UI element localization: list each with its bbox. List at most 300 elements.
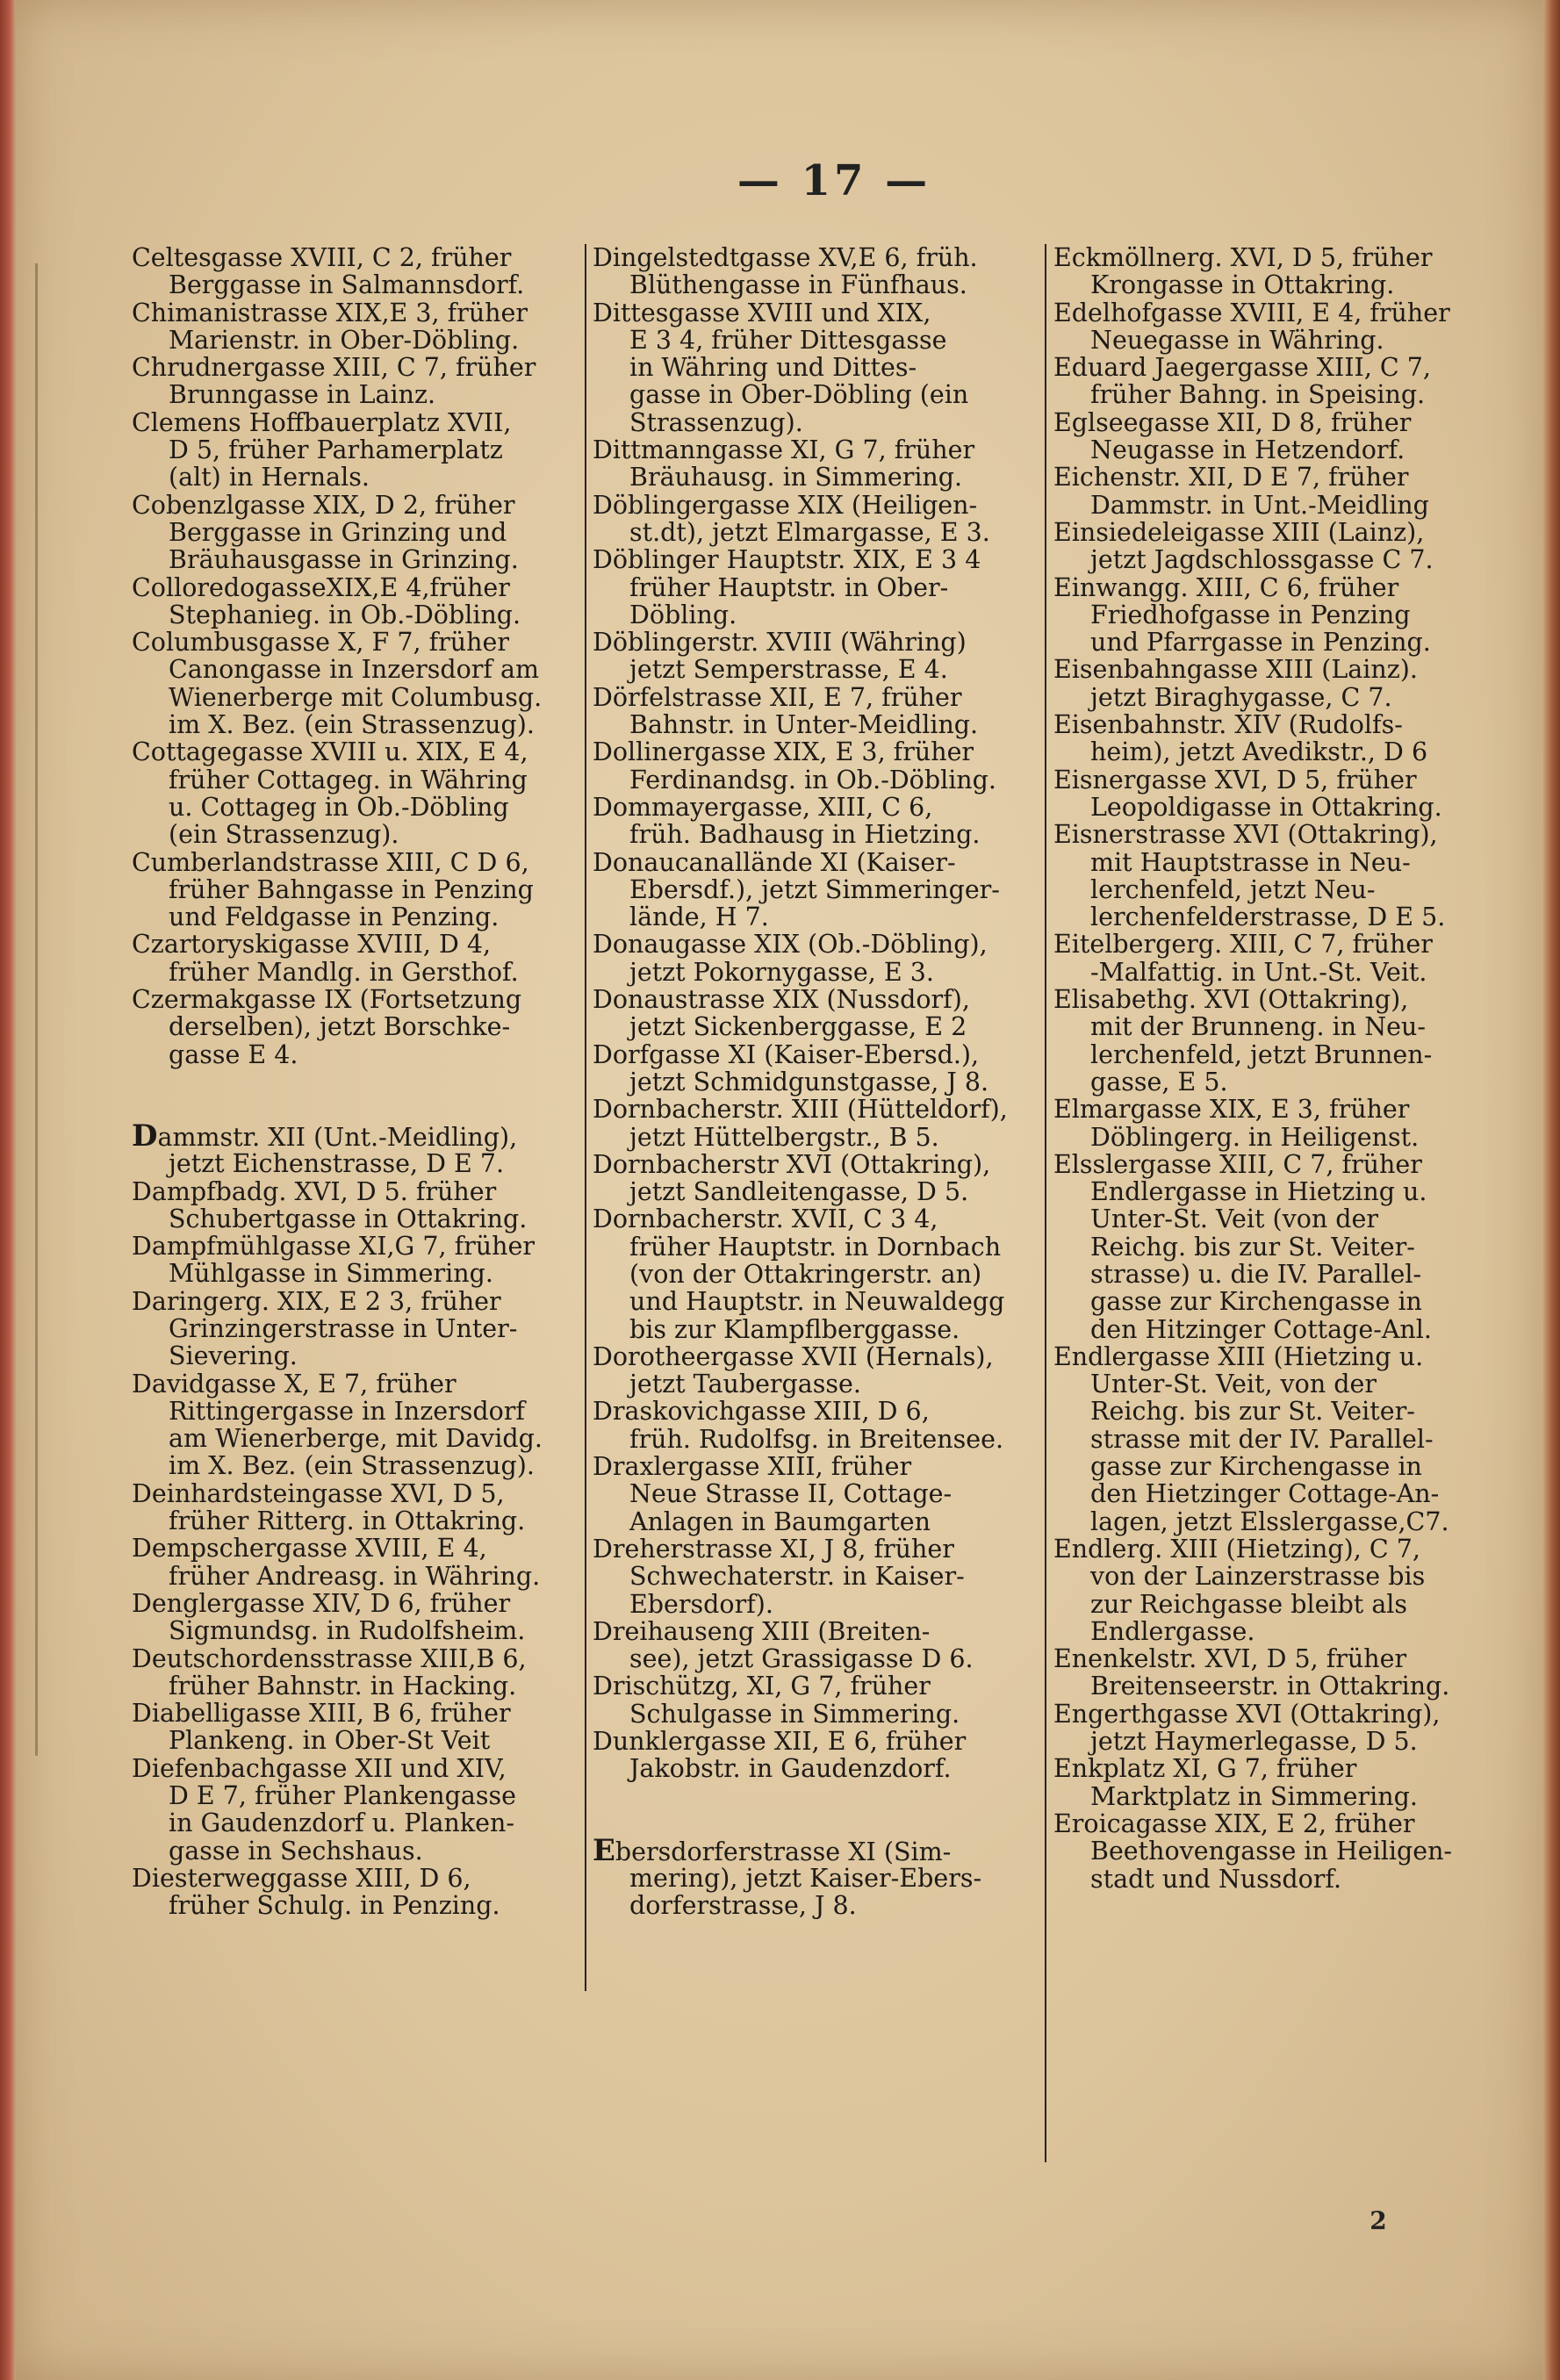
index-entry	[593, 1453, 1045, 1535]
entry-text: jetzt Sandleitengasse, D 5.	[629, 1177, 969, 1207]
entry-headword-line	[1053, 354, 1494, 381]
entry-headword-line	[1053, 986, 1494, 1013]
entry-continuation-line	[132, 794, 572, 821]
index-entry	[1053, 931, 1494, 986]
entry-continuation-line	[132, 436, 572, 464]
entry-headword-line	[132, 354, 572, 381]
entry-continuation-line	[1053, 1041, 1494, 1068]
entry-text: -Malfattig. in Unt.-St. Veit.	[1090, 957, 1427, 987]
entry-continuation-line	[132, 381, 572, 408]
entry-headword-line	[593, 684, 1045, 711]
entry-continuation-line	[593, 1178, 1045, 1205]
entry-headword-line	[593, 244, 1045, 271]
entry-continuation-line	[132, 876, 572, 903]
entry-headword-line	[593, 1618, 1045, 1645]
entry-text: Wienerberge mit Columbusg.	[169, 682, 543, 712]
entry-text: Dornbacherstr XVI (Ottakring),	[593, 1149, 991, 1179]
entry-text: Schwechaterstr. in Kaiser-	[629, 1562, 965, 1592]
entry-headword-line	[132, 1590, 572, 1617]
index-entry	[1053, 1151, 1494, 1343]
entry-text: ammstr. XII (Unt.-Meidling),	[157, 1122, 518, 1152]
entry-text: früher Bahngasse in Penzing	[169, 874, 534, 904]
entry-continuation-line	[132, 1398, 572, 1425]
entry-continuation-line	[1053, 1068, 1494, 1096]
entry-text: Berggasse in Grinzing und	[169, 517, 507, 547]
letter-section-gap	[593, 1783, 1045, 1837]
index-entry	[132, 849, 572, 931]
entry-text: Eglseegasse XII, D 8, früher	[1053, 407, 1412, 437]
index-entry	[593, 436, 1045, 492]
entry-continuation-line	[132, 1315, 572, 1342]
entry-text: Strassenzug).	[629, 407, 803, 437]
entry-text: Eisenbahngasse XIII (Lainz).	[1053, 655, 1418, 685]
index-entry	[1053, 464, 1494, 519]
entry-continuation-line	[593, 821, 1045, 848]
index-entry	[593, 546, 1045, 629]
entry-continuation-line	[1053, 492, 1494, 519]
entry-headword-line	[132, 492, 572, 519]
entry-headword-line	[593, 738, 1045, 766]
entry-continuation-line	[1053, 1563, 1494, 1590]
entry-text: Berggasse in Salmannsdorf.	[169, 270, 525, 300]
entry-continuation-line	[132, 1563, 572, 1590]
index-entry	[132, 1118, 572, 1179]
entry-text: Dreihauseng XIII (Breiten-	[593, 1616, 931, 1646]
entry-text: früher Ritterg. in Ottakring.	[169, 1506, 526, 1536]
entry-text: Endlerg. XIII (Hietzing), C 7,	[1053, 1534, 1420, 1564]
street-index-column-2	[593, 244, 1045, 1920]
entry-continuation-line	[1053, 1426, 1494, 1453]
entry-headword-line	[1053, 656, 1494, 683]
entry-continuation-line	[593, 1124, 1045, 1151]
index-entry	[593, 684, 1045, 739]
entry-continuation-line	[1053, 629, 1494, 656]
entry-text: Canongasse in Inzersdorf am	[169, 655, 540, 685]
entry-text: Eduard Jaegergasse XIII, C 7,	[1053, 353, 1431, 383]
entry-text: Chimanistrasse XIX,E 3, früher	[132, 298, 528, 327]
entry-text: Edelhofgasse XVIII, E 4, früher	[1053, 298, 1450, 327]
entry-text: früher Hauptstr. in Ober-	[629, 572, 949, 602]
index-entry	[1053, 766, 1494, 822]
entry-text: jetzt Biraghygasse, C 7.	[1090, 682, 1392, 712]
entry-continuation-line	[132, 903, 572, 931]
index-entry	[132, 574, 572, 629]
signature-mark: 2	[1369, 2206, 1387, 2235]
index-entry	[132, 738, 572, 848]
entry-text: Anlagen in Baumgarten	[629, 1506, 931, 1536]
entry-text: Neuegasse in Währing.	[1090, 325, 1384, 355]
entry-continuation-line	[1053, 1480, 1494, 1507]
entry-text: und Hauptstr. in Neuwaldegg	[629, 1287, 1005, 1317]
entry-text: in Gaudenzdorf u. Planken-	[169, 1808, 514, 1838]
entry-continuation-line	[1053, 684, 1494, 711]
index-entry	[132, 931, 572, 986]
entry-text: Marienstr. in Ober-Döbling.	[169, 325, 520, 355]
index-entry	[593, 1151, 1045, 1206]
entry-headword-line	[593, 492, 1045, 519]
index-entry	[1053, 1701, 1494, 1756]
entry-headword-line	[132, 1755, 572, 1782]
index-entry	[593, 931, 1045, 986]
street-index-column-3	[1053, 244, 1494, 1893]
entry-headword-line	[1053, 1810, 1494, 1837]
entry-continuation-line	[593, 1233, 1045, 1261]
entry-continuation-line	[1053, 738, 1494, 766]
entry-headword-line	[1053, 1096, 1494, 1123]
entry-headword-line	[132, 574, 572, 601]
index-entry	[1053, 821, 1494, 931]
entry-continuation-line	[1053, 903, 1494, 931]
entry-text: Czermakgasse IX (Fortsetzung	[132, 985, 522, 1015]
index-entry	[593, 738, 1045, 794]
entry-text: jetzt Haymerlegasse, D 5.	[1090, 1727, 1418, 1757]
entry-continuation-line	[132, 271, 572, 298]
entry-continuation-line	[132, 656, 572, 683]
entry-headword-line	[593, 794, 1045, 821]
entry-text: Donaustrasse XIX (Nussdorf),	[593, 985, 970, 1015]
entry-text: Eitelbergerg. XIII, C 7, früher	[1053, 930, 1433, 960]
entry-text: Marktplatz in Simmering.	[1090, 1781, 1418, 1811]
index-entry	[1053, 656, 1494, 711]
index-entry	[132, 1178, 572, 1233]
entry-headword-line	[593, 1398, 1045, 1425]
entry-continuation-line	[1053, 1178, 1494, 1205]
entry-text: Dingelstedtgasse XV,E 6, früh.	[593, 243, 978, 272]
entry-continuation-line	[1053, 327, 1494, 354]
entry-headword-line	[1053, 1645, 1494, 1672]
entry-text: Drischützg, XI, G 7, früher	[593, 1672, 931, 1701]
entry-headword-line	[132, 1370, 572, 1398]
entry-text: derselben), jetzt Borschke-	[169, 1012, 511, 1042]
entry-continuation-line	[1053, 1672, 1494, 1700]
book-cover-edge	[1543, 0, 1560, 2380]
index-entry	[132, 1865, 572, 1920]
entry-text: Dittesgasse XVIII und XIX,	[593, 298, 931, 327]
entry-continuation-line	[132, 1425, 572, 1452]
entry-text: Sievering.	[169, 1341, 298, 1371]
entry-continuation-line	[132, 1452, 572, 1479]
entry-headword-line	[593, 1728, 1045, 1755]
entry-headword-line	[1053, 1535, 1494, 1563]
entry-continuation-line	[132, 1809, 572, 1837]
entry-text: Deinhardsteingasse XVI, D 5,	[132, 1478, 505, 1508]
entry-text: den Hitzinger Cottage-Anl.	[1090, 1314, 1432, 1344]
entry-continuation-line	[132, 1782, 572, 1809]
entry-text: strasse mit der IV. Parallel-	[1090, 1424, 1434, 1454]
entry-text: Döblinger Hauptstr. XIX, E 3 4	[593, 545, 981, 575]
entry-text: Dampfbadg. XVI, D 5. früher	[132, 1176, 497, 1206]
entry-text: jetzt Schmidgunstgasse, J 8.	[629, 1067, 989, 1097]
entry-text: Ebersdf.), jetzt Simmeringer-	[629, 874, 1000, 904]
entry-text: Ferdinandsg. in Ob.-Döbling.	[629, 765, 996, 795]
index-entry	[132, 1755, 572, 1865]
index-entry	[132, 1288, 572, 1370]
entry-continuation-line	[132, 327, 572, 354]
entry-text: Cottagegasse XVIII u. XIX, E 4,	[132, 737, 528, 767]
entry-text: Dörfelstrasse XII, E 7, früher	[593, 682, 962, 712]
entry-text: Denglergasse XIV, D 6, früher	[132, 1588, 511, 1618]
entry-text: Celtesgasse XVIII, C 2, früher	[132, 243, 512, 272]
entry-continuation-line	[132, 959, 572, 986]
entry-text: jetzt Hüttelbergstr., B 5.	[629, 1122, 939, 1152]
entry-continuation-line	[132, 711, 572, 738]
entry-headword-line	[1053, 931, 1494, 958]
entry-headword-line	[1053, 464, 1494, 491]
entry-headword-line	[132, 1865, 572, 1892]
entry-continuation-line	[132, 1342, 572, 1370]
entry-continuation-line	[1053, 271, 1494, 298]
entry-continuation-line	[593, 1370, 1045, 1398]
entry-text: Diefenbachgasse XII und XIV,	[132, 1753, 507, 1783]
page-number: — 17 —	[737, 156, 931, 205]
entry-text: bis zur Klampflberggasse.	[629, 1314, 960, 1344]
entry-continuation-line	[1053, 1453, 1494, 1480]
entry-headword-line	[132, 1118, 572, 1154]
entry-text: Dammstr. in Unt.-Meidling	[1090, 490, 1429, 520]
entry-text: Neugasse in Hetzendorf.	[1090, 435, 1405, 465]
index-entry	[593, 299, 1045, 436]
entry-continuation-line	[1053, 959, 1494, 986]
entry-continuation-line	[132, 519, 572, 546]
entry-headword-line	[1053, 711, 1494, 738]
index-entry	[132, 492, 572, 574]
entry-text: E 3 4, früher Dittesgasse	[629, 325, 947, 355]
index-entry	[132, 629, 572, 738]
index-entry	[593, 629, 1045, 684]
entry-text: früher Bahng. in Speising.	[1090, 380, 1426, 410]
index-entry	[1053, 244, 1494, 299]
entry-text: Schulgasse in Simmering.	[629, 1699, 960, 1729]
index-entry	[593, 1343, 1045, 1399]
index-entry	[132, 1370, 572, 1480]
entry-text: den Hietzinger Cottage-An-	[1090, 1479, 1440, 1509]
entry-headword-line	[132, 738, 572, 766]
entry-continuation-line	[593, 1755, 1045, 1782]
entry-headword-line	[593, 629, 1045, 656]
entry-continuation-line	[132, 1727, 572, 1754]
entry-text: früher Cottageg. in Währing	[169, 765, 528, 795]
entry-text: Endlergasse in Hietzing u.	[1090, 1177, 1427, 1207]
entry-continuation-line	[1053, 1370, 1494, 1398]
index-entry	[132, 1480, 572, 1535]
entry-headword-line	[132, 629, 572, 656]
entry-headword-line	[1053, 1755, 1494, 1782]
entry-headword-line	[593, 849, 1045, 876]
entry-continuation-line	[593, 1480, 1045, 1507]
entry-text: gasse zur Kirchengasse in	[1090, 1287, 1422, 1317]
entry-continuation-line	[1053, 1288, 1494, 1315]
entry-text: Stephanieg. in Ob.-Döbling.	[169, 600, 521, 629]
entry-text: Elsslergasse XIII, C 7, früher	[1053, 1149, 1422, 1179]
street-index-column-1	[132, 244, 572, 1920]
entry-text: früher Schulg. in Penzing.	[169, 1891, 500, 1921]
entry-text: jetzt Sickenberggasse, E 2	[629, 1012, 967, 1042]
entry-headword-line	[593, 1151, 1045, 1178]
entry-continuation-line	[593, 354, 1045, 381]
entry-continuation-line	[593, 1892, 1045, 1919]
entry-headword-line	[1053, 574, 1494, 601]
entry-text: Draxlergasse XIII, früher	[593, 1452, 912, 1482]
entry-continuation-line	[593, 876, 1045, 903]
entry-text: Columbusgasse X, F 7, früher	[132, 628, 509, 658]
entry-text: Eisnergasse XVI, D 5, früher	[1053, 765, 1417, 795]
entry-text: D 5, früher Parhamerplatz	[169, 435, 503, 465]
index-entry	[132, 986, 572, 1068]
entry-text: heim), jetzt Avedikstr., D 6	[1090, 737, 1428, 767]
entry-headword-line	[593, 1535, 1045, 1563]
entry-continuation-line	[593, 903, 1045, 931]
entry-headword-line	[1053, 1701, 1494, 1728]
index-entry	[1053, 986, 1494, 1096]
entry-text: Eisnerstrasse XVI (Ottakring),	[1053, 820, 1438, 850]
entry-continuation-line	[1053, 1013, 1494, 1040]
entry-text: jetzt Jagdschlossgasse C 7.	[1090, 545, 1434, 575]
entry-headword-line	[132, 409, 572, 436]
entry-text: Brunngasse in Lainz.	[169, 380, 436, 410]
entry-text: Blüthengasse in Fünfhaus.	[629, 270, 967, 300]
entry-continuation-line	[1053, 1205, 1494, 1233]
entry-headword-line	[1053, 299, 1494, 327]
entry-text: Endlergasse XIII (Hietzing u.	[1053, 1341, 1424, 1371]
entry-text: Dornbacherstr. XVII, C 3 4,	[593, 1204, 938, 1234]
entry-continuation-line	[593, 574, 1045, 601]
entry-continuation-line	[1053, 849, 1494, 876]
entry-headword-line	[593, 1096, 1045, 1123]
entry-headword-line	[593, 1343, 1045, 1370]
entry-text: Dittmanngasse XI, G 7, früher	[593, 435, 975, 465]
entry-text: gasse E 4.	[169, 1039, 298, 1069]
entry-text: Cobenzlgasse XIX, D 2, früher	[132, 490, 515, 520]
entry-text: Jakobstr. in Gaudenzdorf.	[629, 1754, 952, 1784]
entry-continuation-line	[1053, 794, 1494, 821]
entry-continuation-line	[1053, 876, 1494, 903]
index-entry	[593, 1535, 1045, 1618]
entry-text: mering), jetzt Kaiser-Ebers-	[629, 1863, 982, 1893]
entry-headword-line	[1053, 409, 1494, 436]
entry-continuation-line	[1053, 1233, 1494, 1261]
entry-text: Döblingergasse XIX (Heiligen-	[593, 490, 978, 520]
letter-section-gap	[132, 1068, 572, 1123]
entry-continuation-line	[593, 1508, 1045, 1535]
entry-text: Leopoldigasse in Ottakring.	[1090, 792, 1442, 822]
entry-text: dorferstrasse, J 8.	[629, 1891, 857, 1921]
entry-headword-line	[132, 1535, 572, 1562]
entry-headword-line	[593, 1453, 1045, 1480]
entry-headword-line	[1053, 519, 1494, 546]
entry-text: u. Cottageg in Ob.-Döbling	[169, 792, 509, 822]
entry-continuation-line	[593, 1865, 1045, 1892]
entry-text: Engerthgasse XVI (Ottakring),	[1053, 1699, 1441, 1729]
entry-text: Donaugasse XIX (Ob.-Döbling),	[593, 930, 988, 960]
entry-continuation-line	[1053, 436, 1494, 464]
entry-text: von der Lainzerstrasse bis	[1090, 1562, 1426, 1592]
entry-continuation-line	[132, 601, 572, 629]
entry-continuation-line	[1053, 1783, 1494, 1810]
entry-text: Ebersdorf).	[629, 1589, 773, 1619]
entry-headword-line	[1053, 1151, 1494, 1178]
entry-text: lagen, jetzt Elsslergasse,C7.	[1090, 1506, 1449, 1536]
index-entry	[593, 1041, 1045, 1097]
column-divider-2	[1045, 244, 1046, 2162]
entry-continuation-line	[132, 1260, 572, 1287]
entry-text: Elisabethg. XVI (Ottakring),	[1053, 985, 1409, 1015]
entry-text: Enenkelstr. XVI, D 5, früher	[1053, 1644, 1407, 1674]
entry-continuation-line	[1053, 1261, 1494, 1288]
entry-text: Dorotheergasse XVII (Hernals),	[593, 1341, 994, 1371]
entry-continuation-line	[1053, 1124, 1494, 1151]
entry-continuation-line	[1053, 1316, 1494, 1343]
entry-text: Dollinergasse XIX, E 3, früher	[593, 737, 974, 767]
entry-headword-line	[1053, 766, 1494, 794]
entry-text: jetzt Taubergasse.	[629, 1370, 861, 1399]
entry-text: im X. Bez. (ein Strassenzug).	[169, 710, 535, 740]
entry-text: Clemens Hoffbauerplatz XVII,	[132, 407, 512, 437]
entry-text: früh. Rudolfsg. in Breitensee.	[629, 1424, 1004, 1454]
entry-headword-line	[132, 1178, 572, 1205]
entry-text: Enkplatz XI, G 7, früher	[1053, 1754, 1357, 1784]
entry-continuation-line	[132, 1507, 572, 1535]
entry-continuation-line	[1053, 546, 1494, 573]
entry-text: Friedhofgasse in Penzing	[1090, 600, 1411, 629]
index-entry	[1053, 1535, 1494, 1645]
entry-text: ColloredogasseXIX,E 4,früher	[132, 572, 510, 602]
entry-continuation-line	[1053, 1866, 1494, 1893]
index-entry	[593, 1728, 1045, 1783]
entry-text: Neue Strasse II, Cottage-	[629, 1479, 953, 1509]
entry-text: Davidgasse X, E 7, früher	[132, 1369, 456, 1399]
entry-text: Einwangg. XIII, C 6, früher	[1053, 572, 1399, 602]
entry-text: Chrudnergasse XIII, C 7, früher	[132, 353, 536, 383]
column-divider-1	[585, 244, 586, 1991]
entry-continuation-line	[132, 1837, 572, 1865]
entry-text: gasse in Ober-Döbling (ein	[629, 380, 969, 410]
index-entry	[593, 1096, 1045, 1151]
entry-headword-line	[593, 986, 1045, 1013]
entry-continuation-line	[132, 821, 572, 848]
book-spine-edge	[0, 0, 16, 2380]
entry-text: Reichg. bis zur St. Veiter-	[1090, 1232, 1415, 1262]
entry-text: und Pfarrgasse in Penzing.	[1090, 628, 1431, 658]
entry-text: Eckmöllnerg. XVI, D 5, früher	[1053, 243, 1433, 272]
entry-text: Döblingerstr. XVIII (Währing)	[593, 628, 967, 658]
entry-text: Döbling.	[629, 600, 737, 629]
entry-headword-line	[132, 1700, 572, 1727]
entry-continuation-line	[1053, 1591, 1494, 1618]
entry-text: Diesterweggasse XIII, D 6,	[132, 1863, 471, 1893]
entry-continuation-line	[593, 959, 1045, 986]
entry-continuation-line	[132, 1013, 572, 1040]
index-entry	[1053, 1645, 1494, 1701]
entry-continuation-line	[593, 711, 1045, 738]
entry-headword-line	[593, 1672, 1045, 1700]
index-entry	[1053, 1096, 1494, 1151]
entry-continuation-line	[593, 1701, 1045, 1728]
index-entry	[1053, 1810, 1494, 1893]
entry-headword-line	[132, 1288, 572, 1315]
entry-text: zur Reichgasse bleibt als	[1090, 1589, 1408, 1619]
index-entry	[593, 244, 1045, 299]
entry-text: Rittingergasse in Inzersdorf	[169, 1396, 525, 1426]
entry-text: Draskovichgasse XIII, D 6,	[593, 1397, 930, 1427]
entry-text: Grinzingerstrasse in Unter-	[169, 1313, 518, 1343]
entry-text: Donaucanallände XI (Kaiser-	[593, 847, 956, 877]
index-entry	[593, 1205, 1045, 1342]
entry-continuation-line	[593, 1013, 1045, 1040]
index-entry	[593, 492, 1045, 547]
entry-text: Dunklergasse XII, E 6, früher	[593, 1727, 967, 1757]
entry-continuation-line	[593, 1563, 1045, 1590]
index-entry	[1053, 1343, 1494, 1535]
